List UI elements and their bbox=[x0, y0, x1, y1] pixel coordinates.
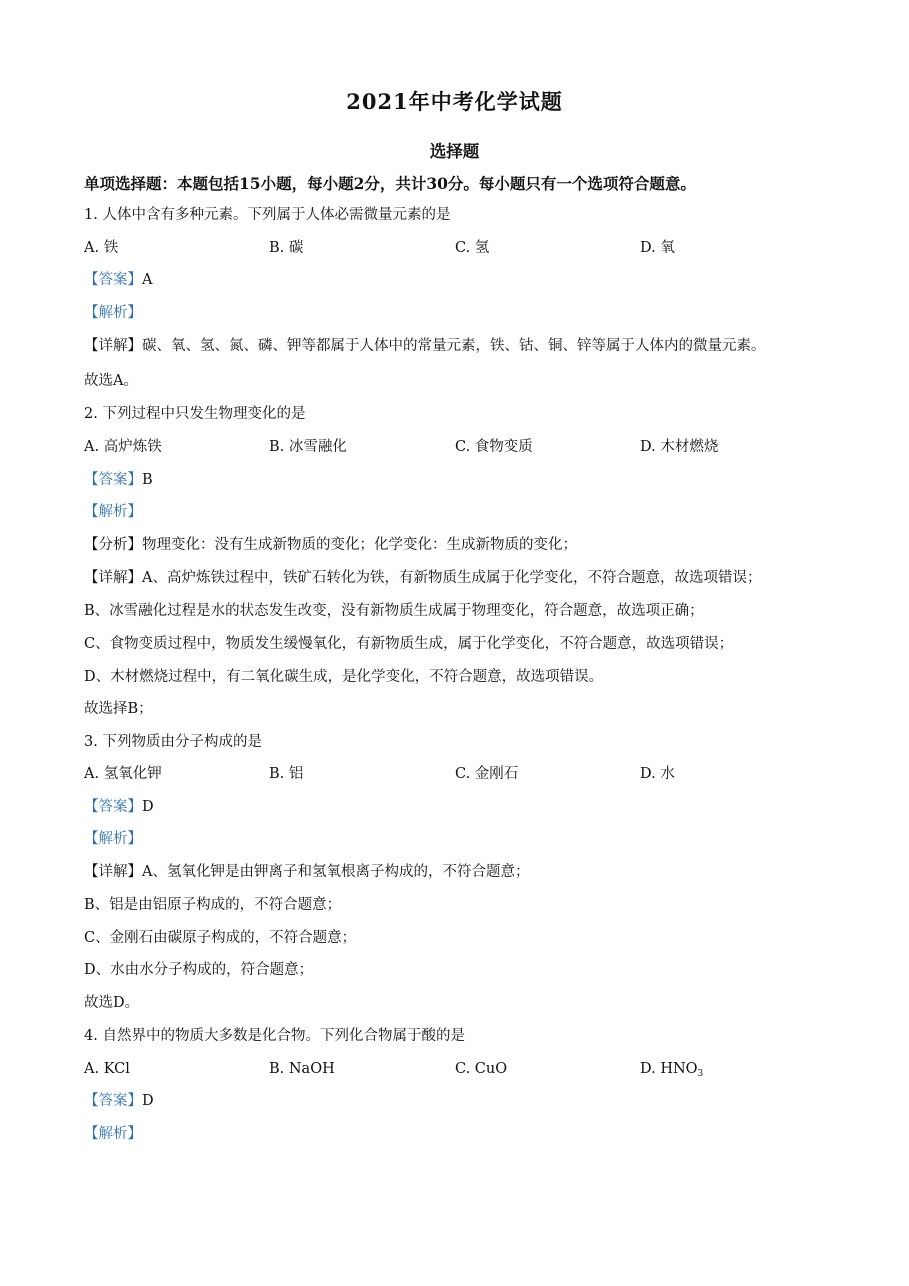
page-title: 2021年中考化学试题 bbox=[346, 89, 563, 114]
question-4-analysis-tag: 【解析】 bbox=[84, 1126, 142, 1142]
detail-tag: 【详解】 bbox=[84, 338, 142, 354]
question-3-stem: 3. 下列物质由分子构成的是 bbox=[84, 734, 262, 750]
question-2-options bbox=[84, 437, 844, 457]
option-c: C. 金刚石 bbox=[455, 766, 519, 782]
answer-tag: 【答案】 bbox=[84, 799, 142, 815]
detail-tag: 【详解】 bbox=[84, 570, 142, 586]
question-2-detail-d: D、木材燃烧过程中，有二氧化碳生成，是化学变化，不符合题意，故选项错误。 bbox=[84, 669, 604, 685]
answer-tag: 【答案】 bbox=[84, 272, 142, 288]
question-4-answer bbox=[84, 1091, 154, 1111]
question-2-detail-c: C、食物变质过程中，物质发生缓慢氧化，有新物质生成，属于化学变化，不符合题意，故选项错误； bbox=[84, 636, 734, 652]
detail-text: 碳、氧、氢、氮、磷、钾等都属于人体中的常量元素，铁、钴、铜、锌等属于人体内的微量元素。 bbox=[142, 338, 766, 354]
option-d: D. 氧 bbox=[640, 240, 675, 256]
option-d-formula: D. HNO bbox=[640, 1061, 698, 1077]
question-3-detail-d: D、水由水分子构成的，符合题意； bbox=[84, 962, 314, 978]
question-2-answer bbox=[84, 470, 153, 490]
option-a: A. KCl bbox=[84, 1061, 130, 1077]
question-1-conclusion: 故选A。 bbox=[84, 373, 138, 389]
question-3-options bbox=[84, 764, 844, 784]
option-b: B. NaOH bbox=[269, 1061, 335, 1077]
question-2-stem: 2. 下列过程中只发生物理变化的是 bbox=[84, 406, 306, 422]
detail-text: A、高炉炼铁过程中，铁矿石转化为铁，有新物质生成属于化学变化，不符合题意，故选项错误； bbox=[142, 570, 762, 586]
question-3-answer bbox=[84, 797, 154, 817]
option-d: D. 木材燃烧 bbox=[640, 439, 719, 455]
question-3-conclusion: 故选D。 bbox=[84, 995, 140, 1011]
question-3-analysis-tag: 【解析】 bbox=[84, 831, 142, 847]
option-a: A. 铁 bbox=[84, 240, 119, 256]
question-1-answer bbox=[84, 270, 152, 290]
question-2-analysis-tag: 【解析】 bbox=[84, 504, 142, 520]
option-d-subscript: 3 bbox=[697, 1069, 704, 1079]
detail-tag: 【详解】 bbox=[84, 864, 142, 880]
question-3-detail-a bbox=[84, 862, 529, 882]
answer-value: D bbox=[142, 799, 154, 815]
option-d bbox=[640, 1059, 703, 1084]
option-c: C. 食物变质 bbox=[455, 439, 533, 455]
fenxi-tag: 【分析】 bbox=[84, 537, 142, 553]
answer-tag: 【答案】 bbox=[84, 1093, 142, 1109]
option-d: D. 水 bbox=[640, 766, 675, 782]
question-3-detail-b: B、铝是由铝原子构成的，不符合题意； bbox=[84, 897, 342, 913]
question-4-options bbox=[84, 1059, 844, 1079]
question-1-options bbox=[84, 238, 844, 258]
question-3-detail-c: C、金刚石由碳原子构成的，不符合题意； bbox=[84, 930, 357, 946]
question-2-fenxi bbox=[84, 535, 577, 555]
question-1-analysis-tag: 【解析】 bbox=[84, 305, 142, 321]
question-1-detail bbox=[84, 336, 766, 356]
option-a: A. 氢氧化钾 bbox=[84, 766, 162, 782]
answer-value: A bbox=[142, 272, 153, 288]
option-c: C. CuO bbox=[455, 1061, 508, 1077]
option-b: B. 碳 bbox=[269, 240, 304, 256]
fenxi-text: 物理变化：没有生成新物质的变化；化学变化：生成新物质的变化； bbox=[142, 537, 577, 553]
question-2-detail-b: B、冰雪融化过程是水的状态发生改变，没有新物质生成属于物理变化，符合题意，故选项正确； bbox=[84, 603, 704, 619]
question-2-detail-a bbox=[84, 568, 761, 588]
detail-text: A、氢氧化钾是由钾离子和氢氧根离子构成的，不符合题意； bbox=[142, 864, 530, 880]
question-2-conclusion: 故选择B； bbox=[84, 701, 153, 717]
answer-tag: 【答案】 bbox=[84, 472, 142, 488]
answer-value: B bbox=[142, 472, 153, 488]
question-1-stem: 1. 人体中含有多种元素。下列属于人体必需微量元素的是 bbox=[84, 207, 451, 223]
option-a: A. 高炉炼铁 bbox=[84, 439, 162, 455]
question-4-stem: 4. 自然界中的物质大多数是化合物。下列化合物属于酸的是 bbox=[84, 1028, 465, 1044]
option-c: C. 氢 bbox=[455, 240, 490, 256]
section-instruction: 单项选择题：本题包括15小题，每小题2分，共计30分。每小题只有一个选项符合题意。 bbox=[84, 174, 696, 193]
option-b: B. 冰雪融化 bbox=[269, 439, 347, 455]
option-b: B. 铝 bbox=[269, 766, 304, 782]
section-heading: 选择题 bbox=[429, 142, 480, 161]
answer-value: D bbox=[142, 1093, 154, 1109]
